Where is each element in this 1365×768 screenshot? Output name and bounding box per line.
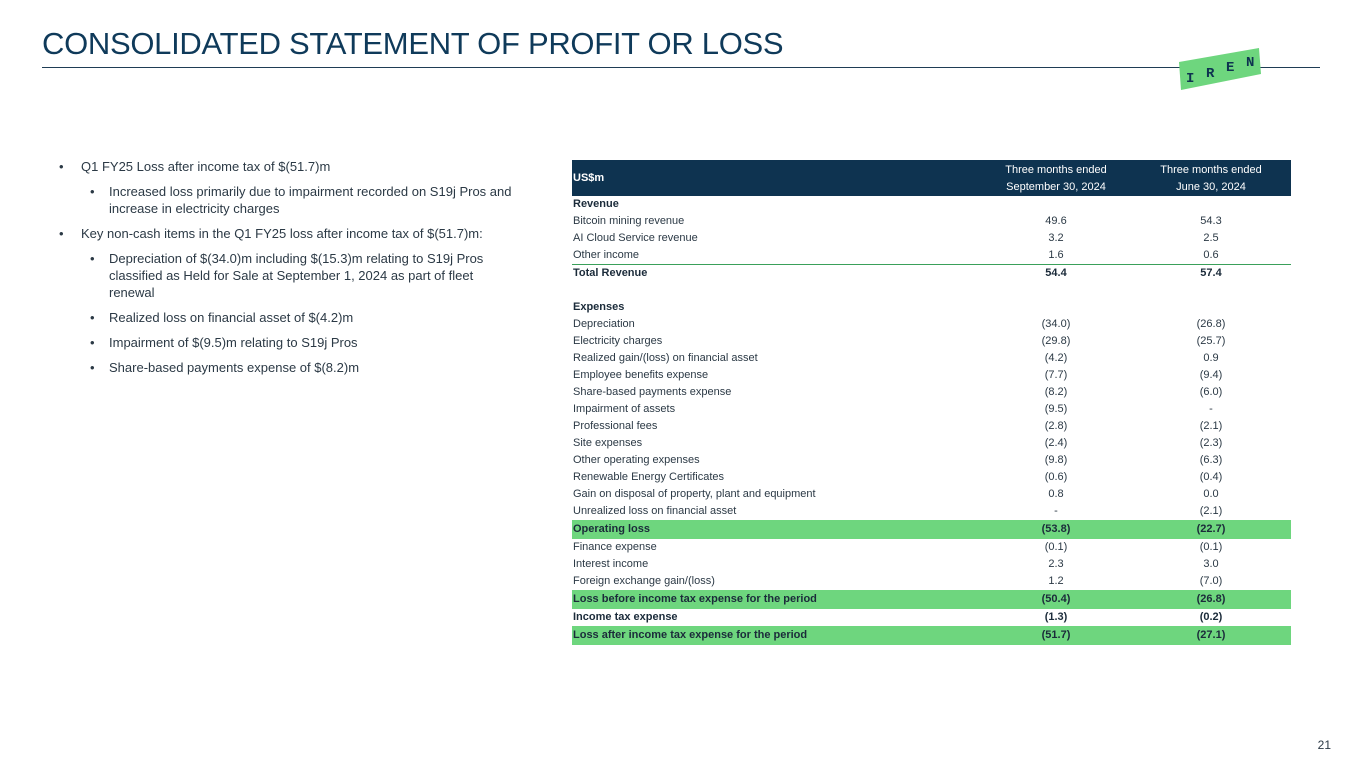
row-label: Operating loss	[572, 520, 981, 539]
value-q1-fy25: (50.4)	[981, 590, 1134, 609]
value-q1-fy25: (34.0)	[1041, 318, 1071, 330]
logo-letter-3: E	[1226, 60, 1235, 76]
table-row	[572, 435, 1291, 452]
value-q1-fy25: (9.5)	[1044, 403, 1068, 415]
value-q1-fy25: 1.2	[1048, 575, 1064, 587]
row-label: AI Cloud Service revenue	[573, 232, 698, 244]
value-q1-fy25: (8.2)	[1044, 386, 1068, 398]
value-q4-fy24: 54.3	[1200, 215, 1222, 227]
page-title: CONSOLIDATED STATEMENT OF PROFIT OR LOSS	[42, 26, 784, 61]
logo-letter-2: R	[1206, 66, 1215, 82]
page-number: 21	[1317, 738, 1331, 752]
row-label: Renewable Energy Certificates	[573, 471, 725, 483]
table-row	[572, 316, 1291, 333]
row-label: Loss before income tax expense for the period	[572, 590, 981, 609]
table-row	[572, 230, 1291, 247]
value-q1-fy25: (29.8)	[1041, 335, 1071, 347]
table-row	[572, 367, 1291, 384]
logo-letter-4: N	[1246, 55, 1255, 71]
value-q1-fy25	[981, 299, 1134, 316]
table-row	[572, 213, 1291, 230]
bullet-item: • Impairment of $(9.5)m relating to S19j Pros	[89, 334, 518, 351]
logo-letter-1: I	[1186, 71, 1195, 87]
title-divider	[42, 67, 1320, 68]
bullet-item: • Increased loss primarily due to impairment recorded on S19j Pros and increase in electricity charges	[89, 183, 518, 217]
value-q1-fy25: 0.8	[1048, 488, 1064, 500]
loss-after-tax-row	[572, 626, 1291, 645]
value-q1-fy25: (1.3)	[1044, 611, 1068, 623]
unit-label: US$m	[572, 160, 981, 196]
value-q4-fy24: (22.7)	[1134, 520, 1291, 539]
value-q1-fy25	[981, 196, 1134, 213]
value-q4-fy24: 0.6	[1203, 249, 1219, 261]
table-row	[572, 350, 1291, 367]
value-q1-fy25: (9.8)	[1044, 454, 1068, 466]
table-row	[572, 486, 1291, 503]
row-label: Depreciation	[573, 318, 635, 330]
value-q4-fy24: (9.4)	[1199, 369, 1223, 381]
section-heading-revenue	[572, 196, 1291, 213]
value-q4-fy24: (6.0)	[1199, 386, 1223, 398]
table-row	[572, 401, 1291, 418]
row-label: Site expenses	[573, 437, 643, 449]
col1-header-line2: September 30, 2024	[981, 180, 1134, 196]
value-q4-fy24: (0.1)	[1199, 541, 1223, 553]
value-q4-fy24: (26.8)	[1196, 318, 1226, 330]
table-row	[572, 333, 1291, 350]
row-label: Impairment of assets	[573, 403, 676, 415]
value-q1-fy25: 1.6	[1048, 249, 1064, 261]
value-q4-fy24: (0.2)	[1199, 611, 1223, 623]
value-q1-fy25: (2.4)	[1044, 437, 1068, 449]
row-label: Foreign exchange gain/(loss)	[573, 575, 715, 587]
value-q4-fy24: (2.3)	[1199, 437, 1223, 449]
table-row	[572, 452, 1291, 469]
row-label: Interest income	[573, 558, 649, 570]
value-q4-fy24: (0.4)	[1199, 471, 1223, 483]
value-q4-fy24	[1134, 196, 1291, 213]
value-q1-fy25: (4.2)	[1044, 352, 1068, 364]
value-q1-fy25: (51.7)	[981, 626, 1134, 645]
operating-loss-row	[572, 520, 1291, 539]
value-q1-fy25: 3.2	[1048, 232, 1064, 244]
value-q4-fy24: 0.0	[1203, 488, 1219, 500]
value-q1-fy25: (0.1)	[1044, 541, 1068, 553]
table-row	[572, 556, 1291, 573]
value-q1-fy25: 54.4	[981, 265, 1134, 283]
value-q4-fy24: (2.1)	[1199, 420, 1223, 432]
value-q4-fy24: -	[1209, 403, 1213, 415]
value-q1-fy25: (7.7)	[1044, 369, 1068, 381]
bullet-item: • Q1 FY25 Loss after income tax of $(51.7)m	[58, 158, 518, 175]
table-body	[572, 196, 1291, 645]
iren-logo	[1175, 44, 1265, 92]
bullet-item: • Key non-cash items in the Q1 FY25 loss after income tax of $(51.7)m:	[58, 225, 518, 242]
value-q4-fy24	[1134, 299, 1291, 316]
value-q4-fy24: (6.3)	[1199, 454, 1223, 466]
table-row	[572, 418, 1291, 435]
col2-header-line1: Three months ended	[1134, 160, 1291, 180]
value-q1-fy25: 2.3	[1048, 558, 1064, 570]
row-label: Total Revenue	[572, 265, 981, 283]
row-label: Employee benefits expense	[573, 369, 709, 381]
value-q1-fy25: 49.6	[1045, 215, 1067, 227]
row-label: Income tax expense	[573, 611, 678, 623]
income-tax-row	[572, 609, 1291, 626]
bullet-item: • Depreciation of $(34.0)m including $(15.3)m relating to S19j Pros classified as Held for Sale at September 1, 2024 as part of fleet renewal	[89, 250, 518, 301]
value-q4-fy24: (27.1)	[1134, 626, 1291, 645]
row-label: Realized gain/(loss) on financial asset	[573, 352, 758, 364]
col1-header-line1: Three months ended	[981, 160, 1134, 180]
row-label: Unrealized loss on financial asset	[573, 505, 737, 517]
spacer-row	[572, 282, 1291, 299]
value-q1-fy25: (0.6)	[1044, 471, 1068, 483]
row-label: Share-based payments expense	[573, 386, 732, 398]
row-label: Professional fees	[573, 420, 658, 432]
row-label: Finance expense	[573, 541, 657, 553]
summary-bullets	[58, 158, 518, 384]
loss-before-tax-row	[572, 590, 1291, 609]
value-q1-fy25: -	[1054, 505, 1058, 517]
col2-header-line2: June 30, 2024	[1134, 180, 1291, 196]
value-q1-fy25: (2.8)	[1044, 420, 1068, 432]
value-q4-fy24: 0.9	[1203, 352, 1219, 364]
value-q4-fy24: (25.7)	[1196, 335, 1226, 347]
row-label: Bitcoin mining revenue	[573, 215, 685, 227]
row-label: Loss after income tax expense for the period	[572, 626, 981, 645]
value-q4-fy24: (2.1)	[1199, 505, 1223, 517]
total-revenue-row	[572, 265, 1291, 283]
value-q4-fy24: (7.0)	[1199, 575, 1223, 587]
row-label: Other income	[573, 249, 640, 261]
row-label: Revenue	[573, 198, 619, 210]
row-label: Gain on disposal of property, plant and equipment	[573, 488, 816, 500]
value-q4-fy24: (26.8)	[1134, 590, 1291, 609]
value-q1-fy25: (53.8)	[981, 520, 1134, 539]
table-row	[572, 503, 1291, 520]
row-label: Other operating expenses	[573, 454, 700, 466]
table-row	[572, 539, 1291, 556]
value-q4-fy24: 3.0	[1203, 558, 1219, 570]
table-row	[572, 247, 1291, 265]
value-q4-fy24: 2.5	[1203, 232, 1219, 244]
table-row	[572, 573, 1291, 590]
table-row	[572, 469, 1291, 486]
value-q4-fy24: 57.4	[1134, 265, 1291, 283]
bullet-item: • Share-based payments expense of $(8.2)m	[89, 359, 518, 376]
bullet-item: • Realized loss on financial asset of $(4.2)m	[89, 309, 518, 326]
row-label: Electricity charges	[573, 335, 663, 347]
section-heading-expenses	[572, 299, 1291, 316]
table-row	[572, 384, 1291, 401]
profit-loss-table	[572, 160, 1291, 645]
row-label: Expenses	[573, 301, 625, 313]
